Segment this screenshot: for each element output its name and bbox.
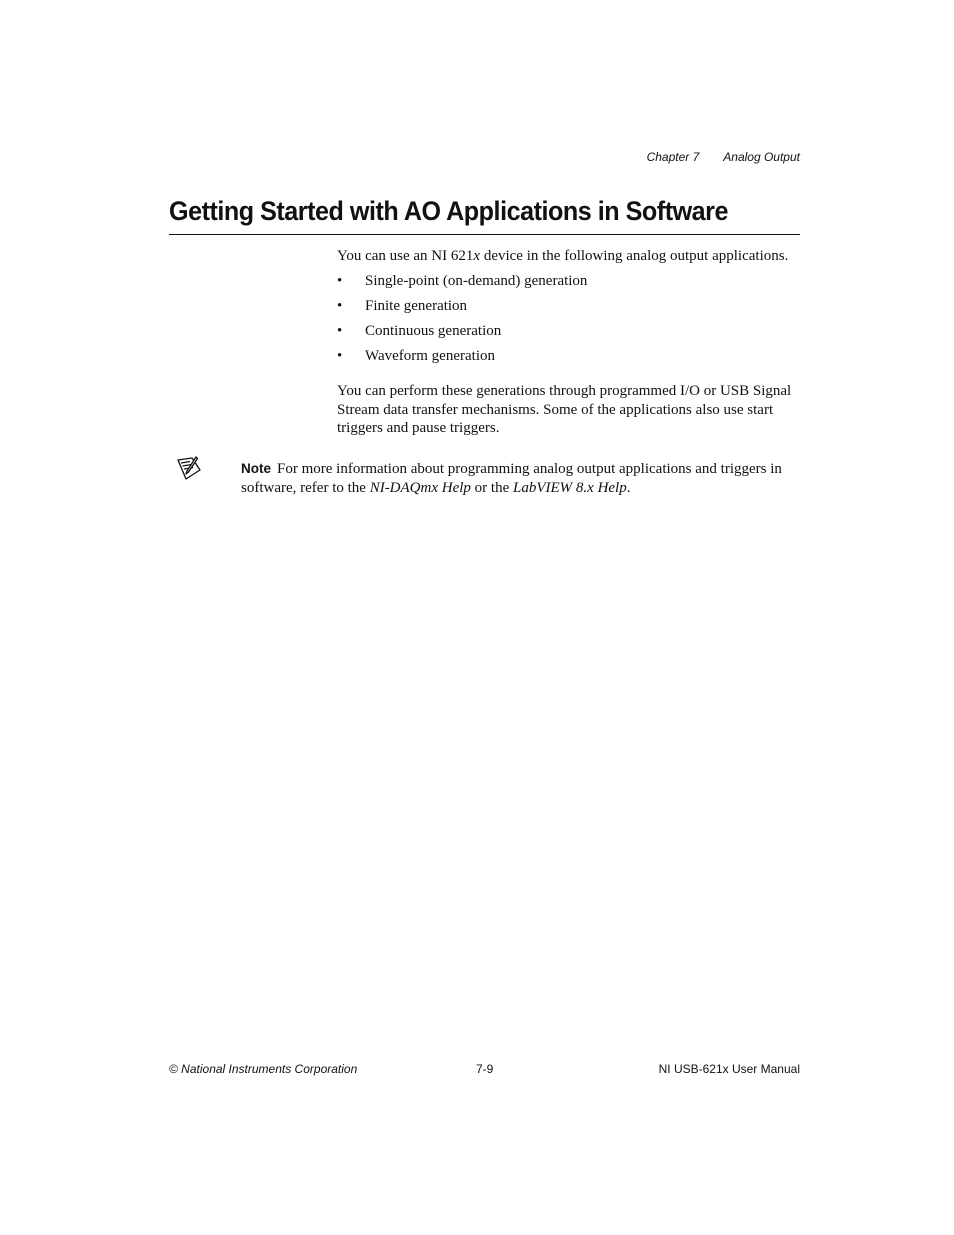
intro-text-start: You can use an NI 621 — [337, 248, 474, 264]
list-item-text: Single-point (on-demand) generation — [365, 273, 588, 289]
list-item — [337, 322, 587, 347]
footer-copyright: © National Instruments Corporation — [169, 1062, 358, 1076]
section-title: Getting Started with AO Applications in Software — [169, 196, 728, 226]
list-item-text: Finite generation — [365, 298, 468, 314]
list-item — [337, 297, 587, 322]
bullet-icon: • — [337, 298, 343, 314]
list-item — [337, 272, 587, 297]
header-section: Analog Output — [723, 150, 800, 164]
application-list — [337, 272, 587, 372]
note-label: Note — [241, 461, 271, 476]
footer-manual-title: NI USB-621x User Manual — [658, 1062, 800, 1076]
running-header — [647, 150, 800, 164]
intro-paragraph — [337, 247, 802, 266]
bullet-icon: • — [337, 273, 343, 289]
list-item — [337, 347, 587, 372]
header-chapter: Chapter 7 — [646, 150, 700, 164]
list-item-text: Waveform generation — [365, 348, 495, 364]
note-text: or the — [470, 479, 513, 496]
note-icon — [176, 455, 202, 481]
note-paragraph — [241, 460, 803, 497]
note-reference-labview: LabVIEW 8.x Help — [513, 479, 627, 496]
footer-page-number: 7-9 — [476, 1062, 494, 1076]
list-item-text: Continuous generation — [365, 323, 502, 339]
note-text: . — [626, 479, 631, 496]
note-reference-daqmx: NI-DAQmx Help — [369, 479, 471, 496]
bullet-icon: • — [337, 348, 343, 364]
note-text: For more information about programming analog output applications and triggers in software, refer to the — [241, 461, 782, 496]
title-rule — [169, 234, 800, 235]
intro-variable: x — [473, 248, 481, 264]
bullet-icon: • — [337, 323, 343, 339]
body-paragraph: You can perform these generations through programmed I/O or USB Signal Stream data transfer mechanisms. Some of the applications also use start triggers and pause triggers. — [337, 383, 792, 436]
intro-text-end: device in the following analog output applications. — [480, 248, 789, 264]
